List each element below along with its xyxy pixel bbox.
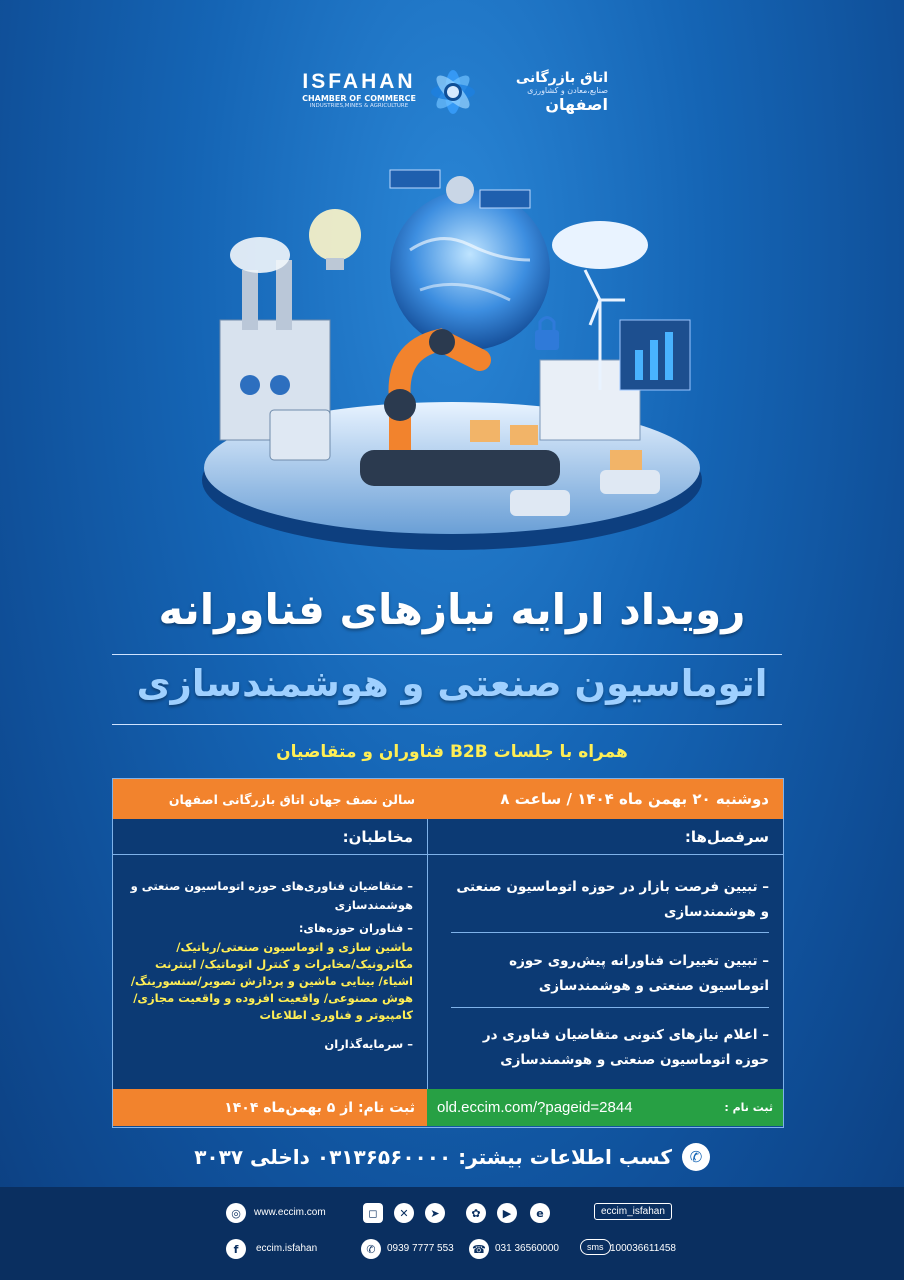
youtube-icon[interactable]: ▶: [497, 1203, 517, 1223]
phone-icon: ✆: [682, 1143, 710, 1171]
footer-bar: [0, 1187, 904, 1280]
logo-english: [298, 70, 420, 109]
telegram-icon[interactable]: ➤: [425, 1203, 445, 1223]
logo-line1: CHAMBER OF COMMERCE: [302, 94, 416, 103]
logo-title: ISFAHAN: [302, 70, 416, 93]
website-link[interactable]: www.eccim.com: [254, 1207, 326, 1218]
audience-column: [113, 819, 428, 1089]
topic-item: – اعلام نیازهای کنونی متقاضیان فناوری در حوزه اتوماسیون صنعتی و هوشمندسازی: [482, 1027, 769, 1068]
contact-line: [180, 1143, 710, 1171]
logo-fa-line2: صنایع،معادن و کشاورزی: [527, 86, 608, 95]
whatsapp-number[interactable]: 0939 7777 553: [387, 1243, 454, 1254]
registration-url[interactable]: old.eccim.com/?pageid=2844: [437, 1099, 633, 1116]
chamber-logo-icon: [423, 62, 483, 122]
audience-item: – فناوران حوزه‌های:: [298, 921, 413, 935]
whatsapp-icon: ✆: [361, 1239, 381, 1259]
registration-link-cell[interactable]: [427, 1089, 783, 1126]
event-subtitle: اتوماسیون صنعتی و هوشمندسازی: [136, 662, 768, 705]
social-handle[interactable]: eccim_isfahan: [594, 1203, 672, 1220]
sms-number[interactable]: 100036611458: [610, 1243, 676, 1254]
sms-icon: sms: [580, 1239, 611, 1255]
topics-column: [427, 819, 783, 1089]
registration-label: ثبت نام :: [724, 1101, 773, 1114]
aparat-icon[interactable]: ✿: [466, 1203, 486, 1223]
phone-number[interactable]: 031 36560000: [495, 1243, 559, 1254]
contact-text: کسب اطلاعات بیشتر: ۰۳۱۳۶۵۶۰۰۰۰ داخلی ۳۰۳۷: [194, 1145, 672, 1169]
venue-cell: سالن نصف جهان اتاق بازرگانی اصفهان: [113, 779, 427, 819]
topics-header: سرفصل‌ها:: [427, 819, 783, 855]
topic-divider: [451, 932, 769, 933]
facebook-handle[interactable]: eccim.isfahan: [256, 1243, 318, 1254]
industrial-automation-illustration: [180, 150, 724, 570]
facebook-icon[interactable]: f: [226, 1239, 246, 1259]
event-title: رویداد ارایه نیازهای فناورانه: [158, 585, 746, 634]
logo-persian: [488, 70, 608, 114]
date-time-cell: دوشنبه ۲۰ بهمن ماه ۱۴۰۴ / ساعت ۸: [427, 779, 783, 819]
x-icon[interactable]: ✕: [394, 1203, 414, 1223]
topic-divider: [451, 1007, 769, 1008]
globe-icon: ◎: [226, 1203, 246, 1223]
logo-line2: INDUSTRIES,MINES & AGRICULTURE: [309, 103, 409, 109]
instagram-icon[interactable]: ◻: [363, 1203, 383, 1223]
title-divider: [112, 654, 782, 655]
eitaa-icon[interactable]: e: [530, 1203, 550, 1223]
audience-header: مخاطبان:: [113, 819, 427, 855]
logo-fa-line3: اصفهان: [545, 95, 608, 114]
logo-fa-line1: اتاق بازرگانی: [515, 70, 608, 86]
topic-item: – تبیین تغییرات فناورانه پیش‌روی حوزه اتوماسیون صنعتی و هوشمندسازی: [509, 953, 769, 994]
event-tagline: همراه با جلسات B2B فناوران و متقاضیان: [276, 742, 628, 762]
registration-period-cell: ثبت نام: از ۵ بهمن‌ماه ۱۴۰۴: [113, 1089, 427, 1126]
subtitle-divider: [112, 724, 782, 725]
audience-item: – سرمایه‌گذاران: [324, 1037, 413, 1051]
phone-icon: ☎: [469, 1239, 489, 1259]
topic-item: – تبیین فرصت بازار در حوزه اتوماسیون صنعتی و هوشمندسازی: [456, 879, 769, 920]
audience-fields: ماشین سازی و اتوماسیون صنعتی/رباتیک/ مکاترونیک/مخابرات و کنترل اتوماتیک/ اینترنت اشیاء/ بینایی ماشین و پردازش تصویر/سنسورینگ/هوش مصنوعی/ واقعیت افزوده و واقعیت مجازی/کامپیوتر و فناوری اطلاعات: [130, 940, 413, 1022]
audience-item: – متقاضیان فناوری‌های حوزه اتوماسیون صنعتی و هوشمندسازی: [130, 879, 413, 912]
event-info-table: [112, 778, 784, 1128]
